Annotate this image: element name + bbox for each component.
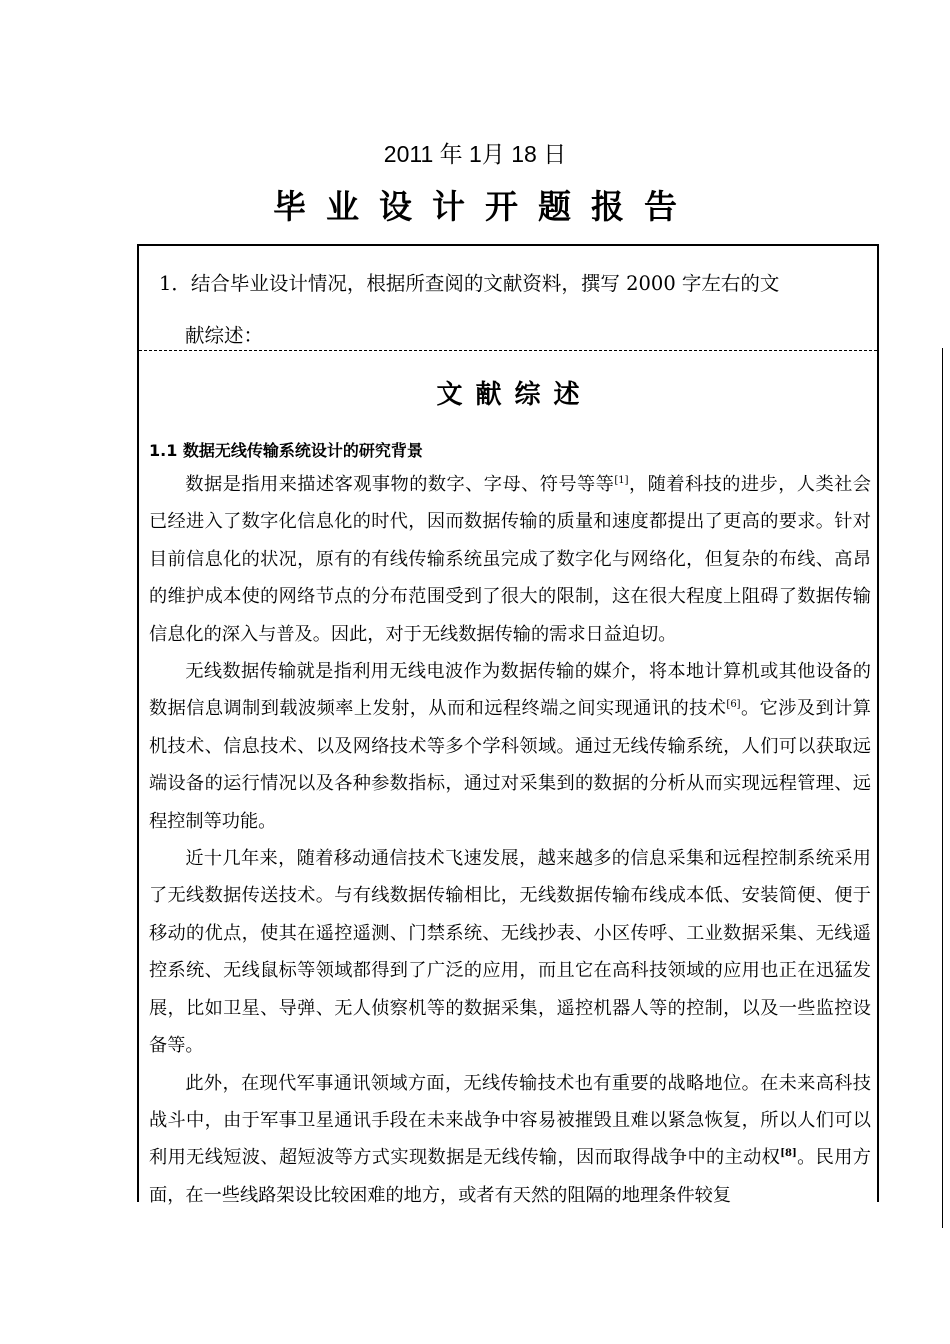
section-heading: 1.1 数据无线传输系统设计的研究背景 bbox=[149, 441, 423, 460]
report-date: 2011 年 1月 18 日 bbox=[383, 141, 567, 167]
review-title: 文献综述 bbox=[436, 380, 593, 410]
paragraph-text: 数据是指用来描述客观事物的数字、字母、符号等等 bbox=[185, 474, 615, 495]
paragraph-text: 无线数据传输就是指利用无线电波作为数据传输的媒介，将本地计算机或其他设备的数据信息调制到载波频率上发射，从而和远程终端之间实现通讯的技术 bbox=[149, 661, 871, 720]
paragraph-4 bbox=[149, 1065, 871, 1215]
citation: [1] bbox=[614, 475, 629, 486]
review-body bbox=[149, 466, 871, 1214]
citation: [6] bbox=[726, 699, 741, 711]
paragraph-text: 此外，在现代军事通讯领域方面，无线传输技术也有重要的战略地位。在未来高科技战斗中，由于军事卫星通讯手段在未来战争中容易被摧毁且难以紧急恢复，所以人们可以利用无线短波、超短波等方式实现数据是无线传输，因而取得战争中的主动权 bbox=[149, 1072, 871, 1169]
paragraph-2 bbox=[149, 653, 871, 840]
paragraph-3: 近十几年来，随着移动通信技术飞速发展，越来越多的信息采集和远程控制系统采用了无线数据传送技术。与有线数据传输相比，无线数据传输布线成本低、安装简便、便于移动的优点，使其在遥控遥测、门禁系统、无线抄表、小区传呼、工业数据采集、无线遥控系统、无线鼠标等领域都得到了广泛的应用，而且它在高科技领域的应用也正在迅猛发展，比如卫星、导弹、无人侦察机等的数据采集，遥控机器人等的控制，以及一些监控设备等。 bbox=[149, 848, 871, 1057]
paragraph-1 bbox=[149, 466, 871, 653]
page-edge-line bbox=[942, 348, 943, 1228]
paragraph-text: 。民用方面，在一些线路架设比较困难的地方，或者有天然的阻隔的地理条件较复 bbox=[149, 1147, 871, 1206]
paragraph-text: 。它涉及到计算机技术、信息技术、以及网络技术等多个学科领域。通过无线传输系统，人们可以获取远端设备的运行情况以及各种参数指标，通过对采集到的数据的分析从而实现远程管理、远程控制等功能。 bbox=[149, 698, 871, 832]
report-form-frame bbox=[137, 244, 879, 1206]
instruction-line-2: 献综述： bbox=[185, 324, 264, 347]
dashed-divider bbox=[139, 350, 877, 351]
instruction-line-1: 1．结合毕业设计情况，根据所查阅的文献资料，撰写 2000 字左右的文 bbox=[159, 272, 780, 295]
instruction-block bbox=[139, 258, 877, 362]
report-title: 毕业设计开题报告 bbox=[273, 187, 697, 226]
citation: [8] bbox=[780, 1148, 797, 1160]
paragraph-text: ，随着科技的进步，人类社会已经进入了数字化信息化的时代，因而数据传输的质量和速度都提出了更高的要求。针对目前信息化的状况，原有的有线传输系统虽完成了数字化与网络化，但复杂的布线、高昂的维护成本使的网络节点的分布范围受到了很大的限制，这在很大程度上阻碍了数据传输信息化的深入与普及。因此，对于无线数据传输的需求日益迫切。 bbox=[149, 474, 871, 645]
